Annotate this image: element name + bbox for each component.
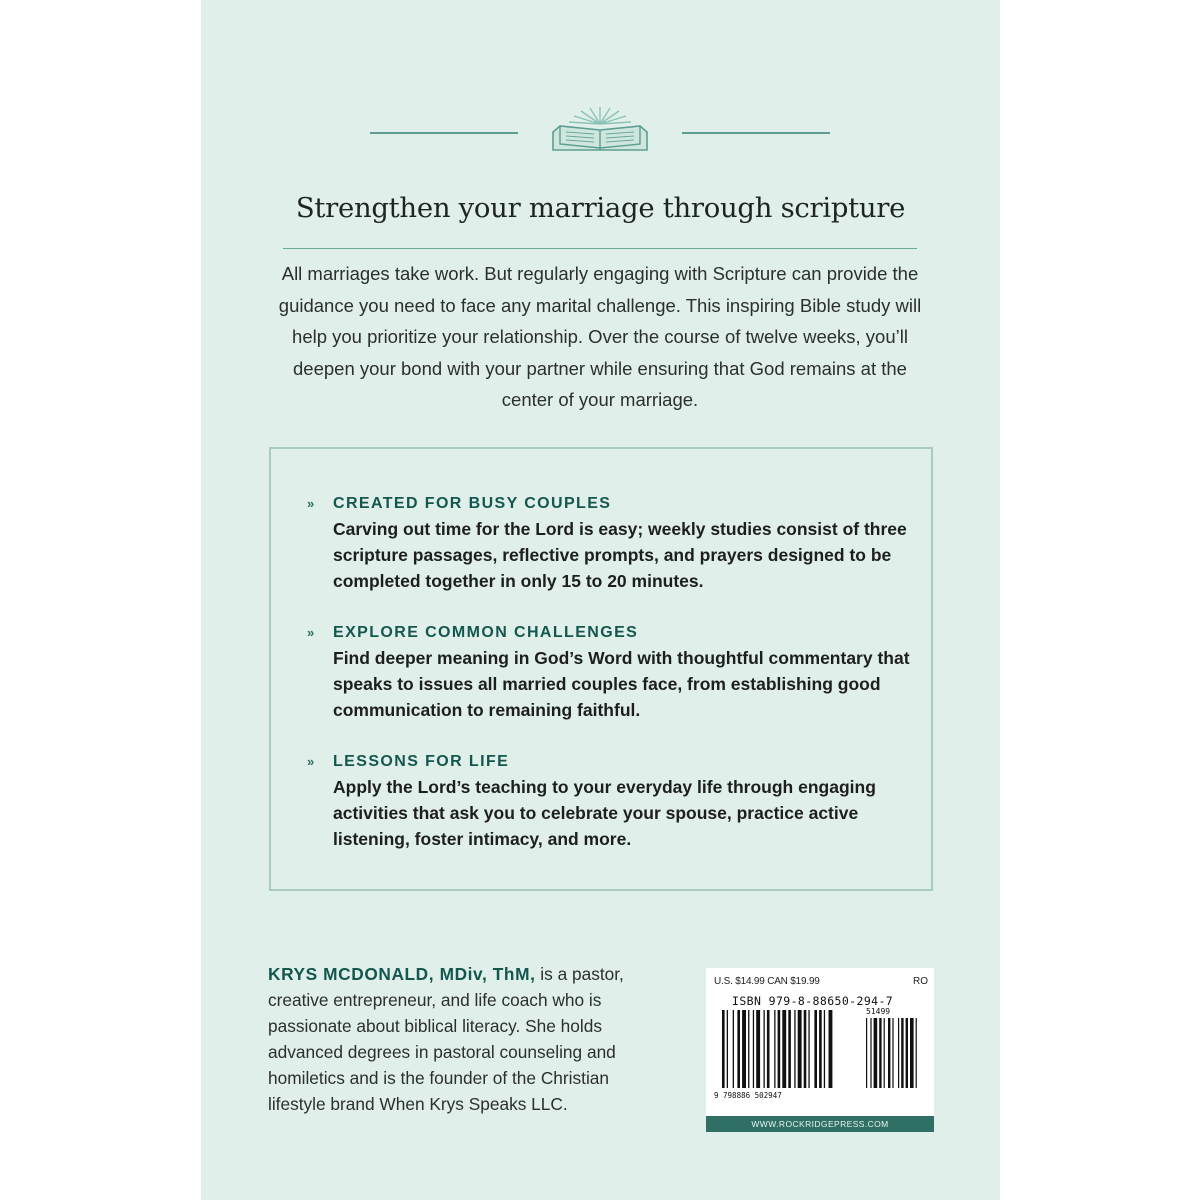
barcode-addon-bar <box>888 1018 890 1088</box>
author-bio <box>268 962 663 1117</box>
open-book-icon <box>550 104 650 156</box>
barcode-addon-bar <box>892 1018 893 1088</box>
chevron-double-right-icon: » <box>307 754 315 769</box>
barcode-bar <box>829 1010 833 1088</box>
barcode-addon-bar <box>874 1018 878 1088</box>
barcode-bar <box>808 1010 809 1088</box>
barcode-bar <box>756 1010 760 1088</box>
ornament-rule-left <box>370 132 518 134</box>
barcode-addon-bar <box>879 1018 881 1088</box>
intro-paragraph: All marriages take work. But regularly engaging with Scripture can provide the guidance you need to face any marital challenge. This inspiring Bible study will help you prioritize your relationship. Over the course of twelve weeks, you’ll deepen your bond with your partner while ensuring that God remains at the center of your marriage. <box>278 263 922 410</box>
price-text: U.S. $14.99 CAN $19.99 <box>714 976 820 987</box>
feature-body: Apply the Lord’s teaching to your everyday life through engaging activities that ask you to celebrate your spouse, practice active listening, foster intimacy, and more. <box>333 777 876 849</box>
headline-divider <box>283 248 917 249</box>
barcode-bar <box>814 1010 817 1088</box>
barcode-bar <box>722 1010 725 1088</box>
features-box <box>269 447 933 891</box>
barcode-digits: 9 798886 502947 <box>714 1091 782 1100</box>
barcode-bar <box>774 1010 775 1088</box>
barcode-addon-bar <box>898 1018 899 1088</box>
barcode-bar <box>788 1010 791 1088</box>
barcode-bar <box>767 1010 770 1088</box>
barcode-bar <box>794 1010 795 1088</box>
barcode-addon-bar <box>910 1018 914 1088</box>
barcode-price-code: 51499 <box>866 1007 891 1016</box>
author-bio-text: is a pastor, creative entrepreneur, and life coach who is passionate about biblical literacy. She holds advanced degrees in pastoral counseling and homiletics and is the founder of the Christian lifestyle brand When Krys Speaks LLC. <box>268 964 624 1114</box>
barcode-addon-bar <box>906 1018 908 1088</box>
feature-title: CREATED FOR BUSY COUPLES <box>333 495 612 512</box>
barcode-bar <box>778 1010 781 1088</box>
barcode-bar <box>737 1010 740 1088</box>
barcode-addon-bar <box>866 1018 867 1088</box>
barcode-addon-bar <box>901 1018 903 1088</box>
chevron-double-right-icon: » <box>307 496 315 511</box>
publisher-website: WWW.ROCKRIDGEPRESS.COM <box>706 1116 934 1132</box>
barcode-bar <box>804 1010 807 1088</box>
author-name: KRYS MCDONALD, MDiv, ThM, <box>268 964 536 984</box>
barcode-bar <box>727 1010 728 1088</box>
barcode-bar <box>764 1010 765 1088</box>
barcode <box>706 1006 934 1102</box>
barcode-addon-bar <box>870 1018 871 1088</box>
barcode-panel <box>706 968 934 1132</box>
barcode-addon-bar <box>884 1018 885 1088</box>
feature-title: LESSONS FOR LIFE <box>333 753 510 770</box>
header-ornament <box>370 104 830 156</box>
feature-body: Carving out time for the Lord is easy; weekly studies consist of three scripture passages, reflective prompts, and prayers designed to be completed together in only 15 to 20 minutes. <box>333 519 907 591</box>
barcode-bar <box>824 1010 825 1088</box>
barcode-bar <box>819 1010 822 1088</box>
barcode-bar <box>733 1010 734 1088</box>
barcode-bar <box>798 1010 802 1088</box>
barcode-bar <box>753 1010 754 1088</box>
barcode-addon-bar <box>916 1018 917 1088</box>
ornament-rule-right <box>682 132 830 134</box>
barcode-bar <box>782 1010 786 1088</box>
isbn-text: ISBN 979-8-88650-294-7 <box>732 994 894 1008</box>
barcode-bar <box>742 1010 746 1088</box>
barcode-bar <box>748 1010 749 1088</box>
category-code: RO <box>913 976 928 987</box>
feature-body: Find deeper meaning in God’s Word with thoughtful commentary that speaks to issues all married couples face, from establishing good communication to remaining faithful. <box>333 648 910 720</box>
headline: Strengthen your marriage through scripture <box>295 192 906 224</box>
feature-title: EXPLORE COMMON CHALLENGES <box>333 624 639 641</box>
chevron-double-right-icon: » <box>307 625 315 640</box>
